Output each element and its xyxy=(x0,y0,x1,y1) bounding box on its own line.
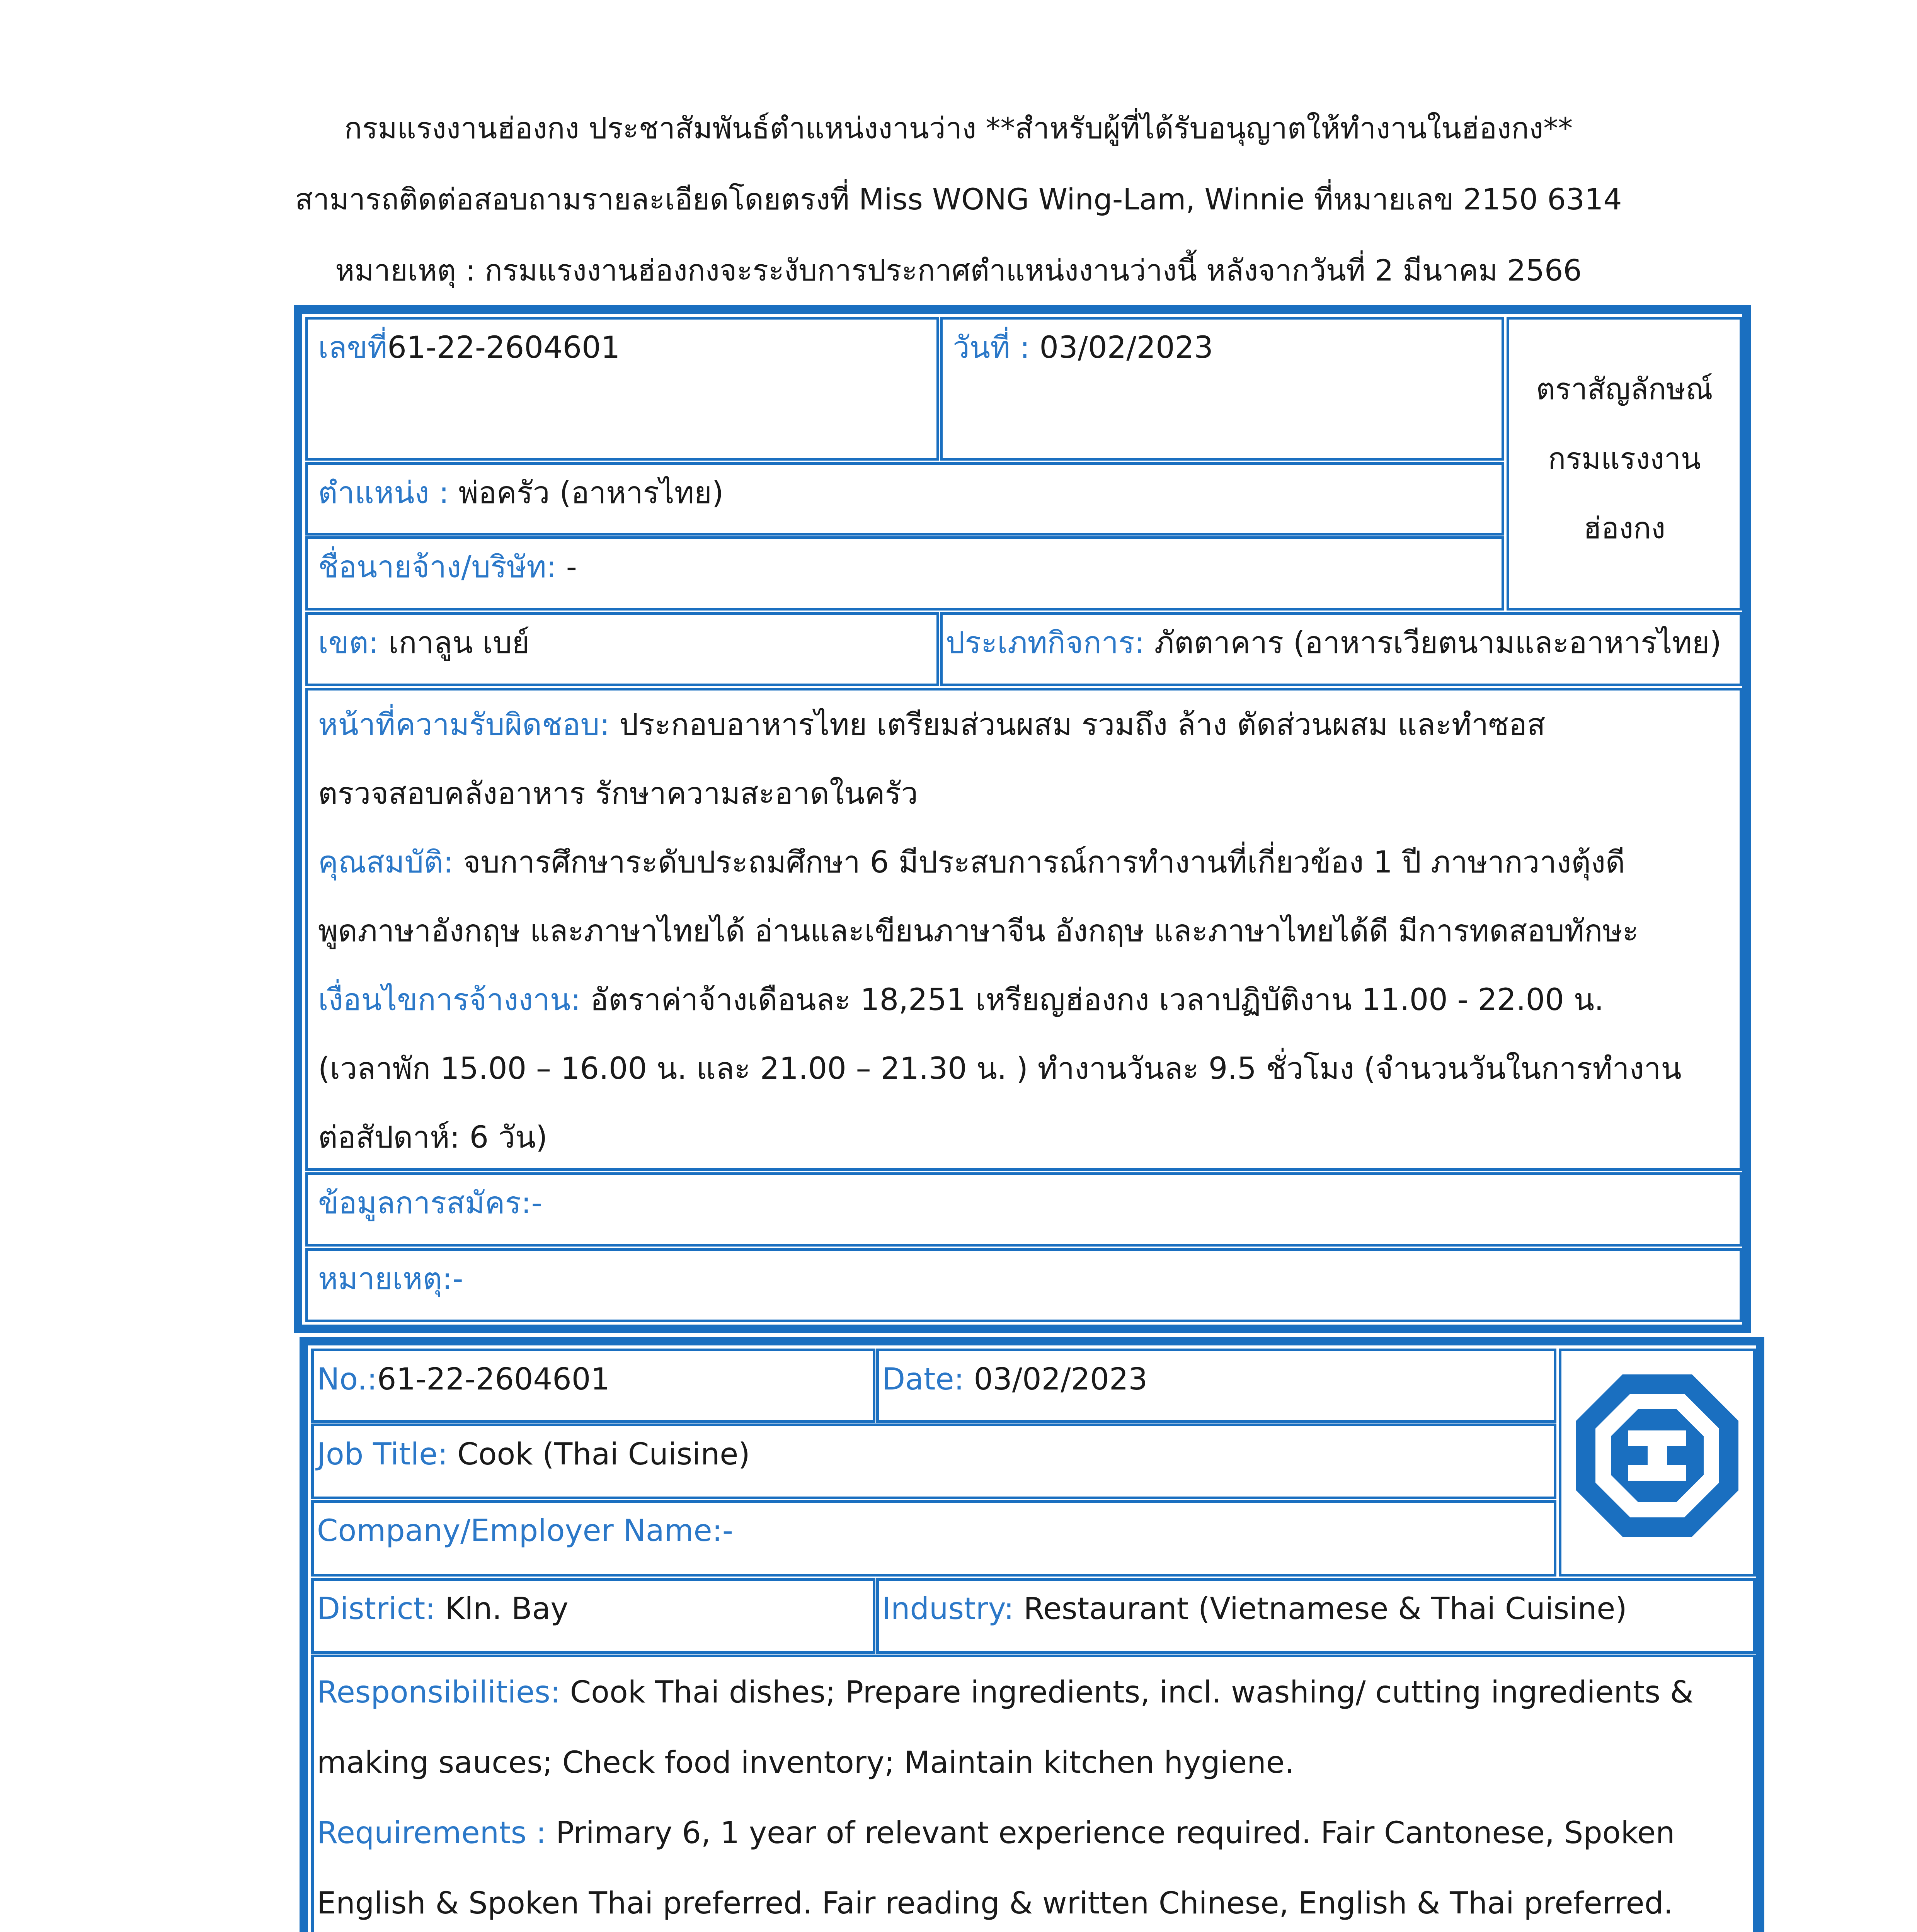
english-requirements-line-2: English & Spoken Thai preferred. Fair reading & written Chinese, English & Thai preferred. xyxy=(317,1886,1674,1921)
thai-title-cell xyxy=(305,462,1504,536)
thai-responsibilities-line-2: ตรวจสอบคลังอาหาร รักษาความสะอาดในครัว xyxy=(318,776,918,811)
english-district-label: District: xyxy=(317,1592,436,1626)
thai-requirements-line-2: พูดภาษาอังกฤษ และภาษาไทยได้ อ่านและเขียนภาษาจีน อังกฤษ และภาษาไทยได้ดี มีการทดสอบทักษะ xyxy=(318,914,1639,949)
thai-date-label: วันที่ : xyxy=(953,330,1030,365)
english-responsibilities-line-1: Responsibilities: Cook Thai dishes; Prepare ingredients, incl. washing/ cutting ingredients & xyxy=(317,1675,1694,1710)
header-line-1: กรมแรงงานฮ่องกง ประชาสัมพันธ์ตำแหน่งงานว่าง **สำหรับผู้ที่ได้รับอนุญาตให้ทำงานในฮ่องกง** xyxy=(344,111,1573,145)
english-requirements-line-1: Requirements : Primary 6, 1 year of relevant experience required. Fair Cantonese, Spoken xyxy=(317,1816,1675,1850)
thai-title-value: พ่อครัว (อาหารไทย) xyxy=(458,476,724,510)
thai-logo-line-3: ฮ่องกง xyxy=(1583,511,1666,545)
english-employer-cell xyxy=(311,1500,1556,1577)
thai-details-cell xyxy=(305,688,1742,1171)
thai-employer-value: - xyxy=(566,550,577,585)
thai-logo-line-1: ตราสัญลักษณ์ xyxy=(1536,372,1713,406)
english-vacancy-box xyxy=(300,1337,1764,1932)
thai-terms-line-1: เงื่อนไขการจ้างงาน: อัตราค่าจ้างเดือนละ 18,251 เหรียญฮ่องกง เวลาปฏิบัติงาน 11.00 - 22.00 น. xyxy=(318,983,1604,1017)
thai-number-label: เลขที่ xyxy=(318,330,388,365)
thai-terms-line-3: ต่อสัปดาห์: 6 วัน) xyxy=(318,1120,548,1155)
english-title-value: Cook (Thai Cuisine) xyxy=(457,1437,750,1472)
thai-terms-label: เงื่อนไขการจ้างงาน: xyxy=(318,983,581,1017)
thai-number-value: 61-22-2604601 xyxy=(387,330,620,365)
thai-application-cell xyxy=(305,1172,1742,1247)
header xyxy=(0,93,1917,306)
thai-employer-cell xyxy=(305,536,1504,611)
english-date-label: Date: xyxy=(882,1362,964,1397)
thai-responsibilities-label: หน้าที่ความรับผิดชอบ: xyxy=(318,707,610,742)
english-logo-cell xyxy=(1559,1349,1756,1577)
thai-application-label: ข้อมูลการสมัคร:- xyxy=(318,1186,542,1221)
thai-remarks-cell xyxy=(305,1248,1742,1322)
english-number-cell xyxy=(311,1349,875,1423)
labour-department-logo-icon xyxy=(1576,1374,1738,1537)
english-responsibilities-label: Responsibilities: xyxy=(317,1675,560,1710)
thai-date-cell xyxy=(940,317,1504,461)
english-responsibilities-line-2: making sauces; Check food inventory; Maintain kitchen hygiene. xyxy=(317,1745,1294,1780)
thai-number-cell xyxy=(305,317,939,461)
english-industry-label: Industry: xyxy=(882,1592,1014,1626)
english-number-value: 61-22-2604601 xyxy=(377,1362,610,1397)
english-requirements-label: Requirements : xyxy=(317,1816,546,1850)
english-date-cell xyxy=(876,1349,1556,1423)
thai-remarks-label: หมายเหตุ:- xyxy=(318,1262,463,1296)
english-date-value: 03/02/2023 xyxy=(974,1362,1148,1397)
english-details-cell xyxy=(311,1655,1756,1932)
thai-responsibilities-line-1: หน้าที่ความรับผิดชอบ: ประกอบอาหารไทย เตรียมส่วนผสม รวมถึง ล้าง ตัดส่วนผสม และทำซอส xyxy=(318,707,1546,742)
english-industry-value: Restaurant (Vietnamese & Thai Cuisine) xyxy=(1023,1592,1627,1626)
thai-industry-label: ประเภทกิจการ: xyxy=(946,626,1145,660)
thai-district-cell xyxy=(305,612,939,686)
english-title-cell xyxy=(311,1423,1556,1499)
header-line-2: สามารถติดต่อสอบถามรายละเอียดโดยตรงที่ Miss WONG Wing-Lam, Winnie ที่หมายเลข 2150 6314 xyxy=(295,182,1622,216)
thai-industry-cell xyxy=(940,612,1742,686)
thai-date-value: 03/02/2023 xyxy=(1039,330,1213,365)
thai-district-label: เขต: xyxy=(318,626,379,660)
english-district-value: Kln. Bay xyxy=(445,1592,569,1626)
thai-vacancy-box xyxy=(294,305,1751,1333)
thai-terms-line-2: (เวลาพัก 15.00 – 16.00 น. และ 21.00 – 21.30 น. ) ทำงานวันละ 9.5 ชั่วโมง (จำนวนวันในการทำงาน xyxy=(318,1051,1682,1086)
thai-logo-line-2: กรมแรงงาน xyxy=(1548,441,1701,476)
thai-requirements-line-1: คุณสมบัติ: จบการศึกษาระดับประถมศึกษา 6 มีประสบการณ์การทำงานที่เกี่ยวข้อง 1 ปี ภาษากวางตุ้งดี xyxy=(318,845,1625,880)
english-title-label: Job Title: xyxy=(317,1437,448,1472)
english-district-cell xyxy=(311,1578,875,1654)
thai-district-value: เกาลูน เบย์ xyxy=(388,626,530,660)
english-industry-cell xyxy=(876,1578,1756,1654)
thai-industry-value: ภัตตาคาร (อาหารเวียตนามและอาหารไทย) xyxy=(1154,626,1721,660)
thai-logo-cell xyxy=(1507,317,1742,611)
thai-employer-label: ชื่อนายจ้าง/บริษัท: xyxy=(318,550,557,585)
thai-requirements-label: คุณสมบัติ: xyxy=(318,845,454,880)
header-line-3: หมายเหตุ : กรมแรงงานฮ่องกงจะระงับการประกาศตำแหน่งงานว่างนี้ หลังจากวันที่ 2 มีนาคม 2566 xyxy=(335,253,1582,287)
english-employer-label: Company/Employer Name:- xyxy=(317,1514,734,1548)
english-number-label: No.: xyxy=(317,1362,377,1397)
thai-title-label: ตำแหน่ง : xyxy=(318,476,449,510)
